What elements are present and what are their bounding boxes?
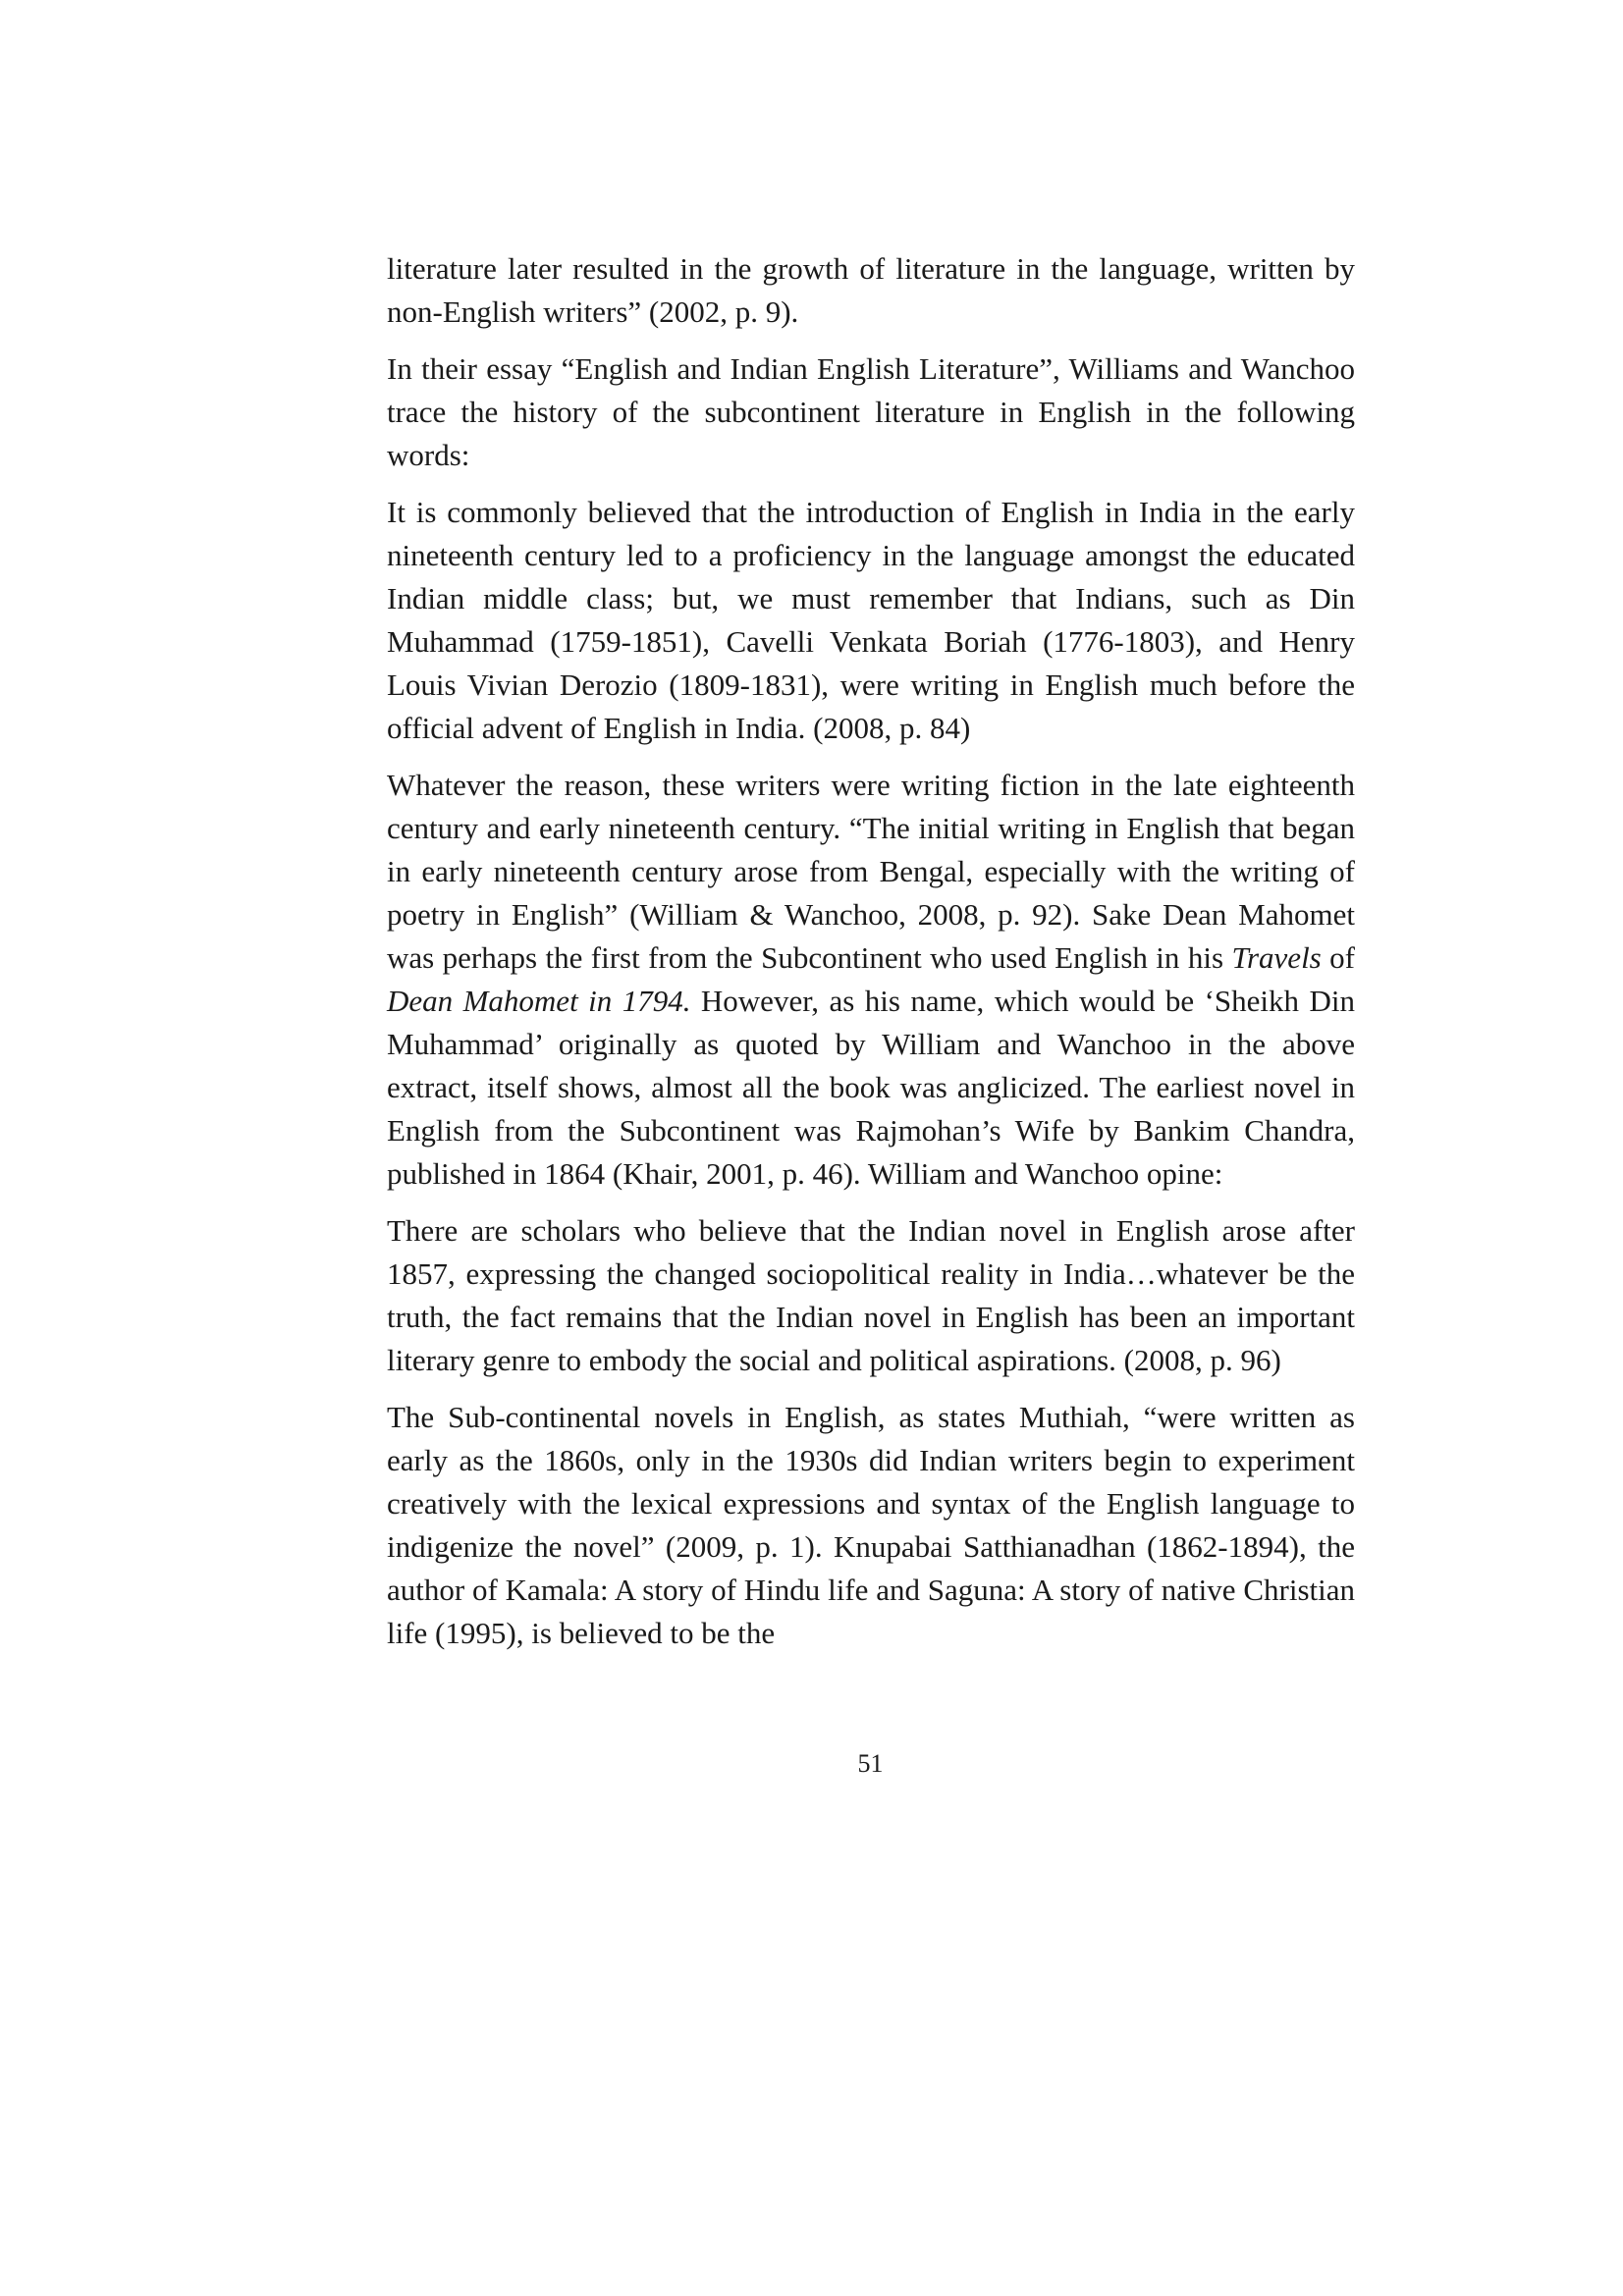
body-text — [387, 247, 1355, 1669]
paragraph-2 — [387, 347, 1355, 477]
block-quote-1-text: It is commonly believed that the introduction of English in India in the early nineteenth century led to a proficiency in the language amongst the educated Indian middle class; but, we must remember that Indians, such as Din Muhammad (1759-1851), Cavelli Venkata Boriah (1776-1803), and Henry Louis Vivian Derozio (1809-1831), were writing in English much before the official advent of English in India. (2008, p. 84) — [387, 495, 1355, 745]
block-quote-2-text: There are scholars who believe that the Indian novel in English arose after 1857, expressing the changed sociopolitical reality in India…whatever be the truth, the fact remains that the Indian novel in English has been an important literary genre to embody the social and political aspirations. (2008, p. 96) — [387, 1213, 1355, 1377]
paragraph-2-text: In their essay “English and Indian English Literature”, Williams and Wanchoo trace the history of the subcontinent literature in English in the following words: — [387, 351, 1355, 472]
paragraph-3-text-c: However, as his name, which would be ‘Sheikh Din Muhammad’ originally as quoted by William and Wanchoo in the above extract, itself shows, almost all the book was anglicized. The earliest novel in English from the Subcontinent was Rajmohan’s Wife by Bankim Chandra, published in 1864 (Khair, 2001, p. 46). William and Wanchoo opine: — [387, 984, 1355, 1191]
block-quote-1 — [387, 491, 1355, 750]
book-title-travels: Travels — [1231, 940, 1322, 975]
paragraph-3-text-b: of — [1321, 940, 1355, 975]
paragraph-1 — [387, 247, 1355, 334]
paragraph-3 — [387, 764, 1355, 1196]
paragraph-3-text-a: Whatever the reason, these writers were writing fiction in the late eighteenth century and early nineteenth century. “The initial writing in English that began in early nineteenth century arose from Bengal, especially with the writing of poetry in English” (William & Wanchoo, 2008, p. 92). Sake Dean Mahomet was perhaps the first from the Subcontinent who used English in his — [387, 768, 1355, 975]
book-title-dean-mahomet: Dean Mahomet in 1794. — [387, 984, 691, 1018]
paragraph-1-text: literature later resulted in the growth of literature in the language, written by non-English writers” (2002, p. 9). — [387, 251, 1355, 329]
paragraph-4 — [387, 1396, 1355, 1655]
page-number: 51 — [857, 1749, 884, 1778]
paragraph-4-text: The Sub-continental novels in English, as states Muthiah, “were written as early as the 1860s, only in the 1930s did Indian writers begin to experiment creatively with the lexical expressions and syntax of the English language to indigenize the novel” (2009, p. 1). Knupabai Satthianadhan (1862-1894), the author of Kamala: A story of Hindu life and Saguna: A story of native Christian life (1995), is believed to be the — [387, 1400, 1355, 1650]
block-quote-2 — [387, 1209, 1355, 1382]
